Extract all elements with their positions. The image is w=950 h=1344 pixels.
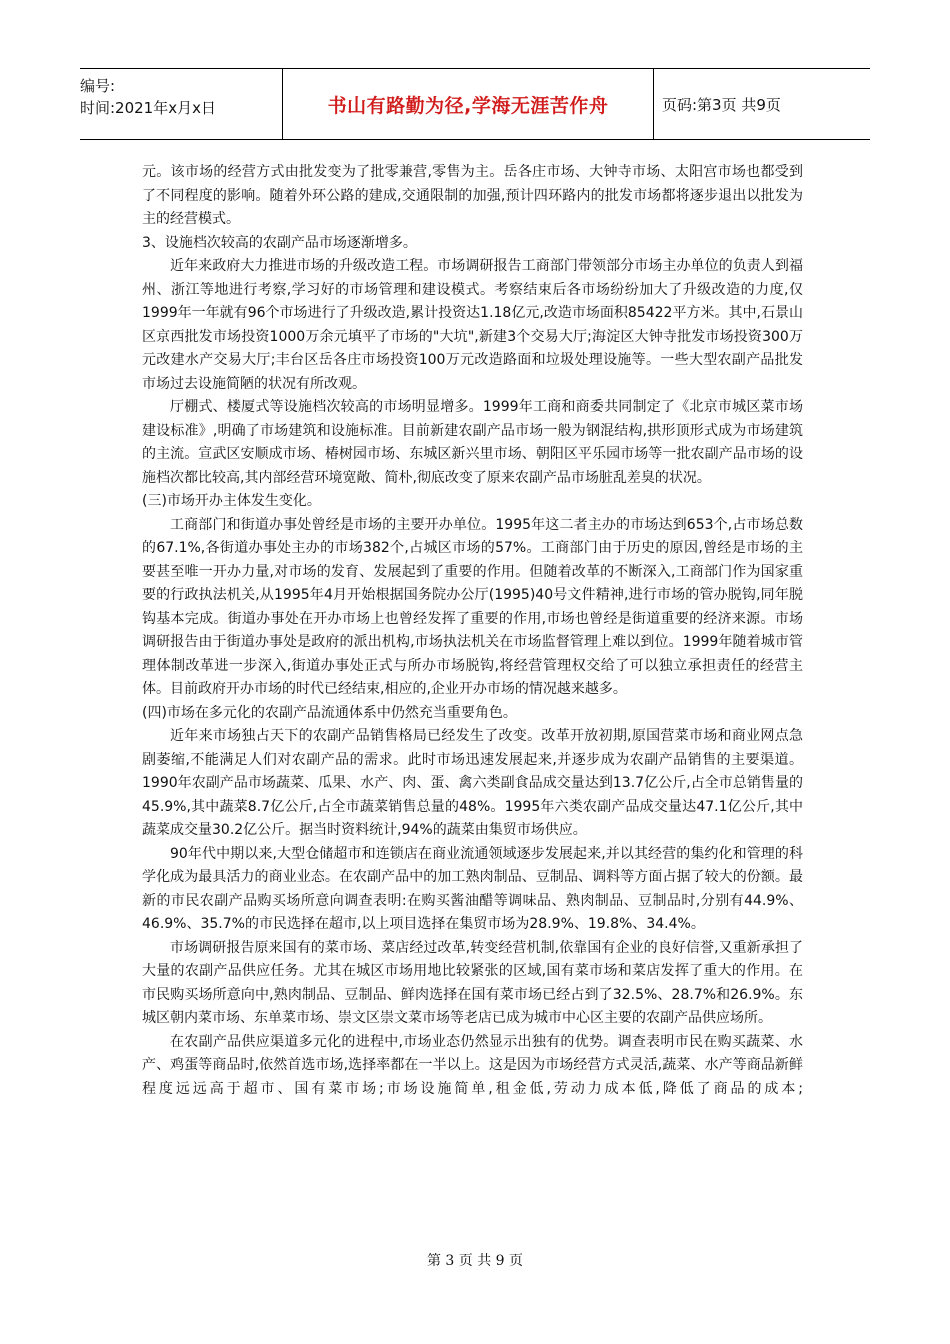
document-date: 时间:2021年x月x日 [80,99,216,117]
header-page-info: 页码:第3页 共9页 [662,95,781,114]
paragraph: 市场调研报告原来国有的菜市场、菜店经过改革,转变经营机制,依靠国有企业的良好信誉,又重新承担了大量的农副产品供应任务。尤其在城区市场用地比较紧张的区域,国有菜市场和菜店发挥了重大的作用。在市民购买场所意向中,熟肉制品、豆制品、鲜肉选择在国有菜市场已经占到了32.5%、28.7%和26.9%。东城区朝内菜市场、东单菜市场、崇文区崇文菜市场等老店已成为城市中心区主要的农副产品供应场所。 [142,939,803,1026]
section-heading: (四)市场在多元化的农副产品流通体系中仍然充当重要角色。 [142,704,517,721]
paragraph: 在农副产品供应渠道多元化的进程中,市场业态仍然显示出独有的优势。调查表明市民在购买蔬菜、水产、鸡蛋等商品时,依然首选市场,选择率都在一半以上。这是因为市场经营方式灵活,蔬菜、水产等商品新鲜程度远远高于超市、国有菜市场;市场设施简单,租金低,劳动力成本低,降低了商品的成本; [142,1033,803,1097]
page-header [80,68,870,140]
section-heading: (三)市场开办主体发生变化。 [142,493,321,509]
header-motto: 书山有路勤为径,学海无涯苦作舟 [282,69,654,139]
paragraph: 近年来市场独占天下的农副产品销售格局已经发生了改变。改革开放初期,原国营菜市场和商业网点急剧萎缩,不能满足人们对农副产品的需求。此时市场迅速发展起来,并逐步成为农副产品销售的主要渠道。1990年农副产品市场蔬菜、瓜果、水产、肉、蛋、禽六类副食品成交量达到13.7亿公斤,占全市总销售量的45.9%,其中蔬菜8.7亿公斤,占全市蔬菜销售总量的48%。1995年六类农副产品成交量达47.1亿公斤,其中蔬菜成交量30.2亿公斤。据当时资料统计,94%的蔬菜由集贸市场供应。 [142,728,803,838]
section-heading: 3、设施档次较高的农副产品市场逐渐增多。 [142,234,417,251]
header-meta [80,69,282,139]
paragraph: 90年代中期以来,大型仓储超市和连锁店在商业流通领域逐步发展起来,并以其经营的集约化和管理的科学化成为最具活力的商业业态。在农副产品中的加工熟肉制品、豆制品、调料等方面占据了较大的份额。最新的市民农副产品购买场所意向调查表明:在购买酱油醋等调味品、熟肉制品、豆制品时,分别有44.9%、46.9%、35.7%的市民选择在超市,以上项目选择在集贸市场为28.9%、19.8%、34.4%。 [142,845,803,932]
paragraph: 近年来政府大力推进市场的升级改造工程。市场调研报告工商部门带领部分市场主办单位的负责人到福州、浙江等地进行考察,学习好的市场管理和建设模式。考察结束后各市场纷纷加大了升级改造的力度,仅1999年一年就有96个市场进行了升级改造,累计投资达1.18亿元,改造市场面积85422平方米。其中,石景山区京西批发市场投资1000万余元填平了市场的"大坑",新建3个交易大厅;海淀区大钟寺批发市场投资300万元改建水产交易大厅;丰台区岳各庄市场投资100万元改造路面和垃圾处理设施等。一些大型农副产品批发市场过去设施简陋的状况有所改观。 [142,258,803,392]
document-body [142,161,803,1101]
paragraph: 工商部门和街道办事处曾经是市场的主要开办单位。1995年这二者主办的市场达到653个,占市场总数的67.1%,各街道办事处主办的市场382个,占城区市场的57%。工商部门由于历史的原因,曾经是市场的主要甚至唯一开办力量,对市场的发育、发展起到了重要的作用。但随着改革的不断深入,工商部门作为国家重要的行政执法机关,从1995年4月开始根据国务院办公厅(1995)40号文件精神,进行市场的管办脱钩,同年脱钩基本完成。街道办事处在开办市场上也曾经发挥了重要的作用,市场也曾经是街道重要的经济来源。市场调研报告由于街道办事处是政府的派出机构,市场执法机关在市场监督管理上难以到位。1999年随着城市管理体制改革进一步深入,街道办事处正式与所办市场脱钩,将经营管理权交给了可以独立承担责任的经营主体。目前政府开办市场的时代已经结束,相应的,企业开办市场的情况越来越多。 [142,516,803,697]
paragraph: 元。该市场的经营方式由批发变为了批零兼营,零售为主。岳各庄市场、大钟寺市场、太阳宫市场也都受到了不同程度的影响。随着外环公路的建成,交通限制的加强,预计四环路内的批发市场都将逐步退出以批发为主的经营模式。 [142,164,803,227]
paragraph: 厅棚式、楼厦式等设施档次较高的市场明显增多。1999年工商和商委共同制定了《北京市城区菜市场建设标准》,明确了市场建筑和设施标准。目前新建农副产品市场一般为钢混结构,拱形顶形式成为市场建筑的主流。宣武区安顺成市场、椿树园市场、东城区新兴里市场、朝阳区平乐园市场等一批农副产品市场的设施档次都比较高,其内部经营环境宽敞、简朴,彻底改变了原来农副产品市场脏乱差臭的状况。 [142,399,803,486]
document-number-label: 编号: [80,77,116,95]
page-footer: 第 3 页 共 9 页 [426,1253,524,1269]
